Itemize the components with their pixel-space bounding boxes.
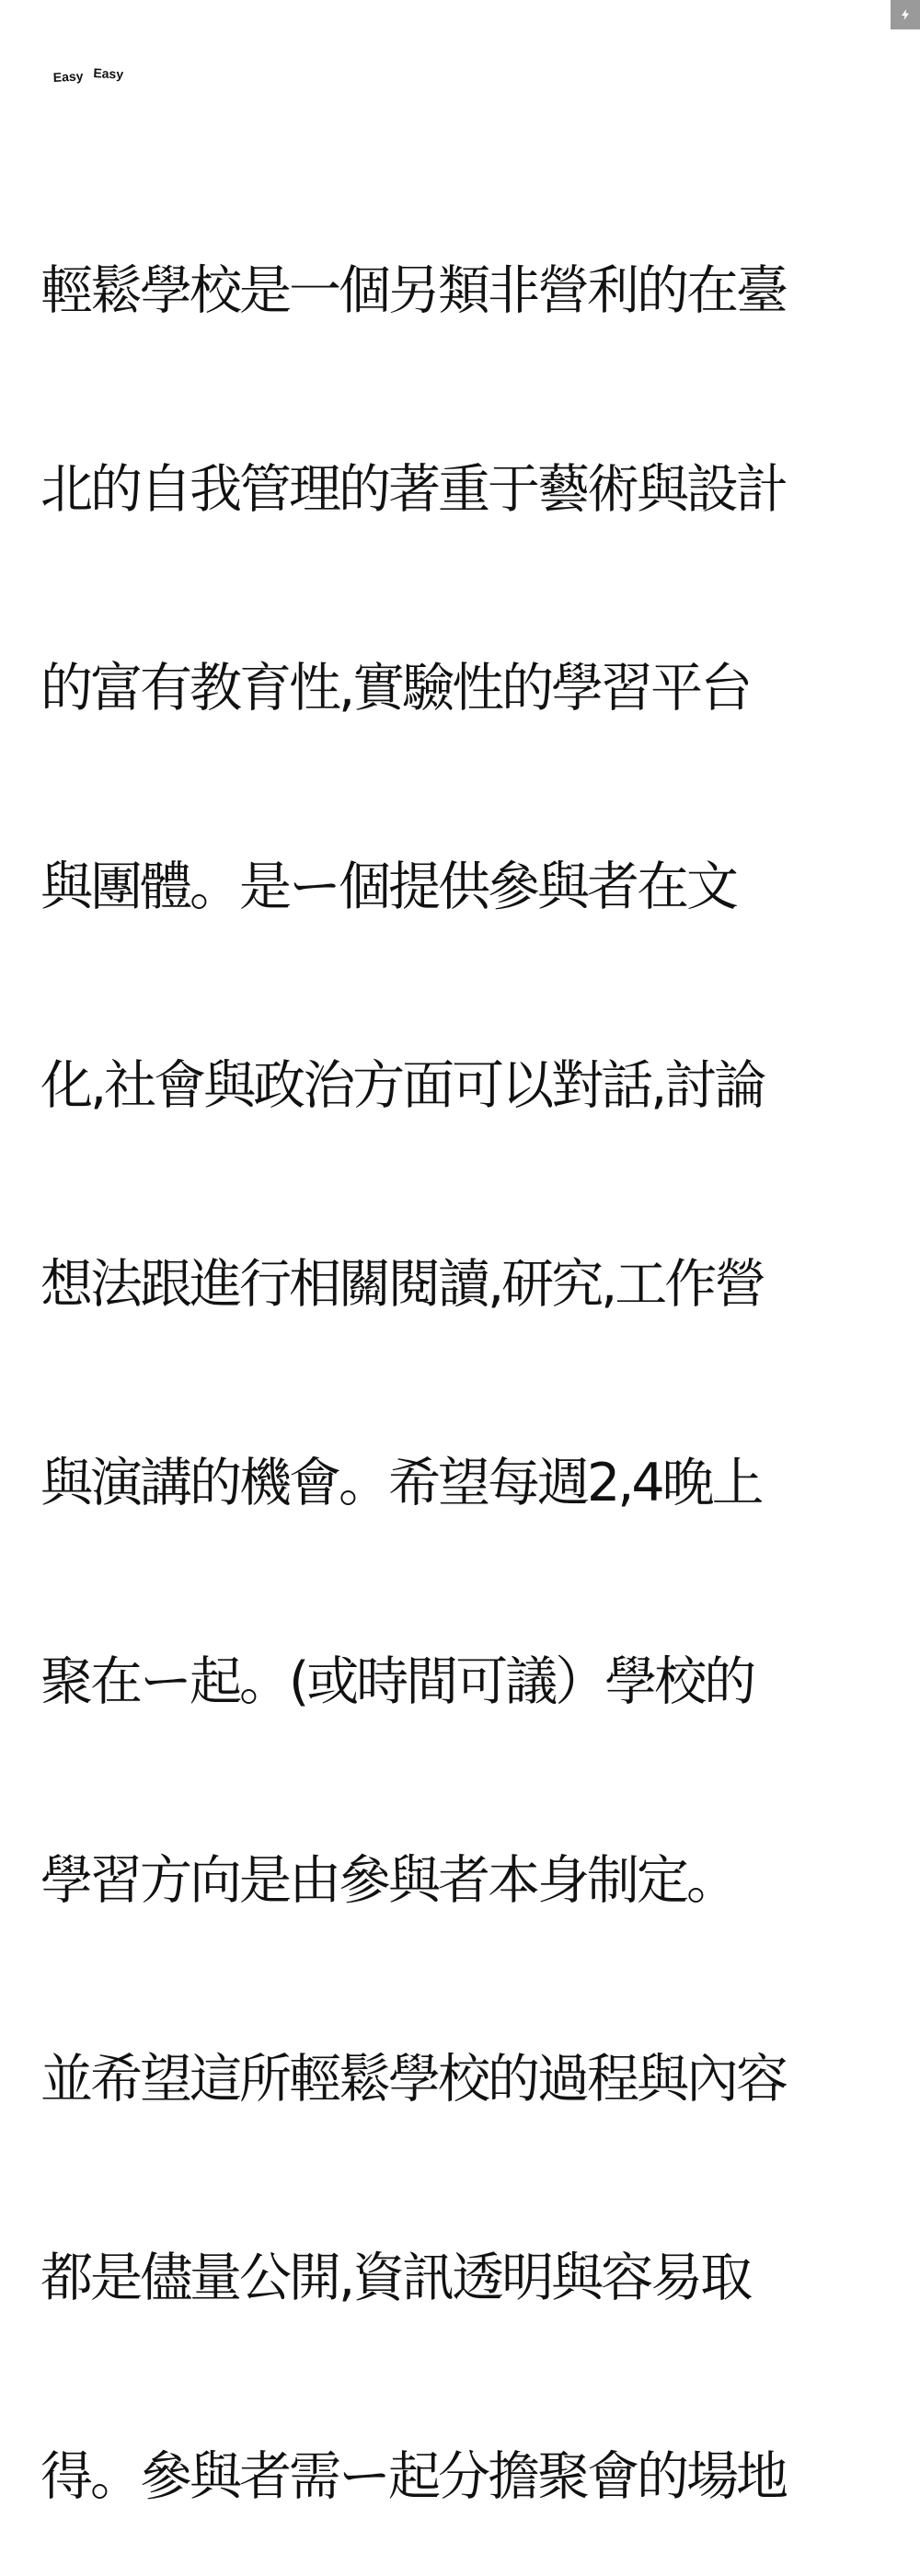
article-line: 北的自我管理的著重于藝術與設計 <box>40 459 786 520</box>
article-line: 的富有教育性,實驗性的學習平台 <box>40 658 751 719</box>
article-line: 並希望這所輕鬆學校的過程與內容 <box>40 2049 786 2110</box>
article-line: 都是儘量公開,資訊透明與容易取 <box>40 2248 751 2308</box>
article-line: 與演講的機會。希望每週2,4晚上 <box>40 1453 762 1513</box>
lightning-bolt-icon <box>899 8 912 21</box>
logo-word-1: Easy <box>52 68 84 85</box>
logo-word-2: Easy <box>92 65 124 82</box>
article-line: 聚在ー起。(或時間可議）學校的 <box>40 1651 754 1712</box>
article-body <box>40 125 905 2576</box>
article-line: 與團體。是ー個提供參與者在文 <box>40 857 736 917</box>
article-line: 學習方向是由參與者本身制定。 <box>40 1850 736 1911</box>
article-line: 想法跟進行相關閱讀,研究,工作營 <box>40 1254 765 1315</box>
article-line: 得。參與者需ー起分擔聚會的場地 <box>40 2446 786 2507</box>
article-line: 輕鬆學校是一個另類非營利的在臺 <box>40 260 786 321</box>
site-logo[interactable] <box>52 65 124 85</box>
article-line: 化,社會與政治方面可以對話,討論 <box>40 1055 765 1116</box>
quick-action-button[interactable] <box>891 0 920 29</box>
